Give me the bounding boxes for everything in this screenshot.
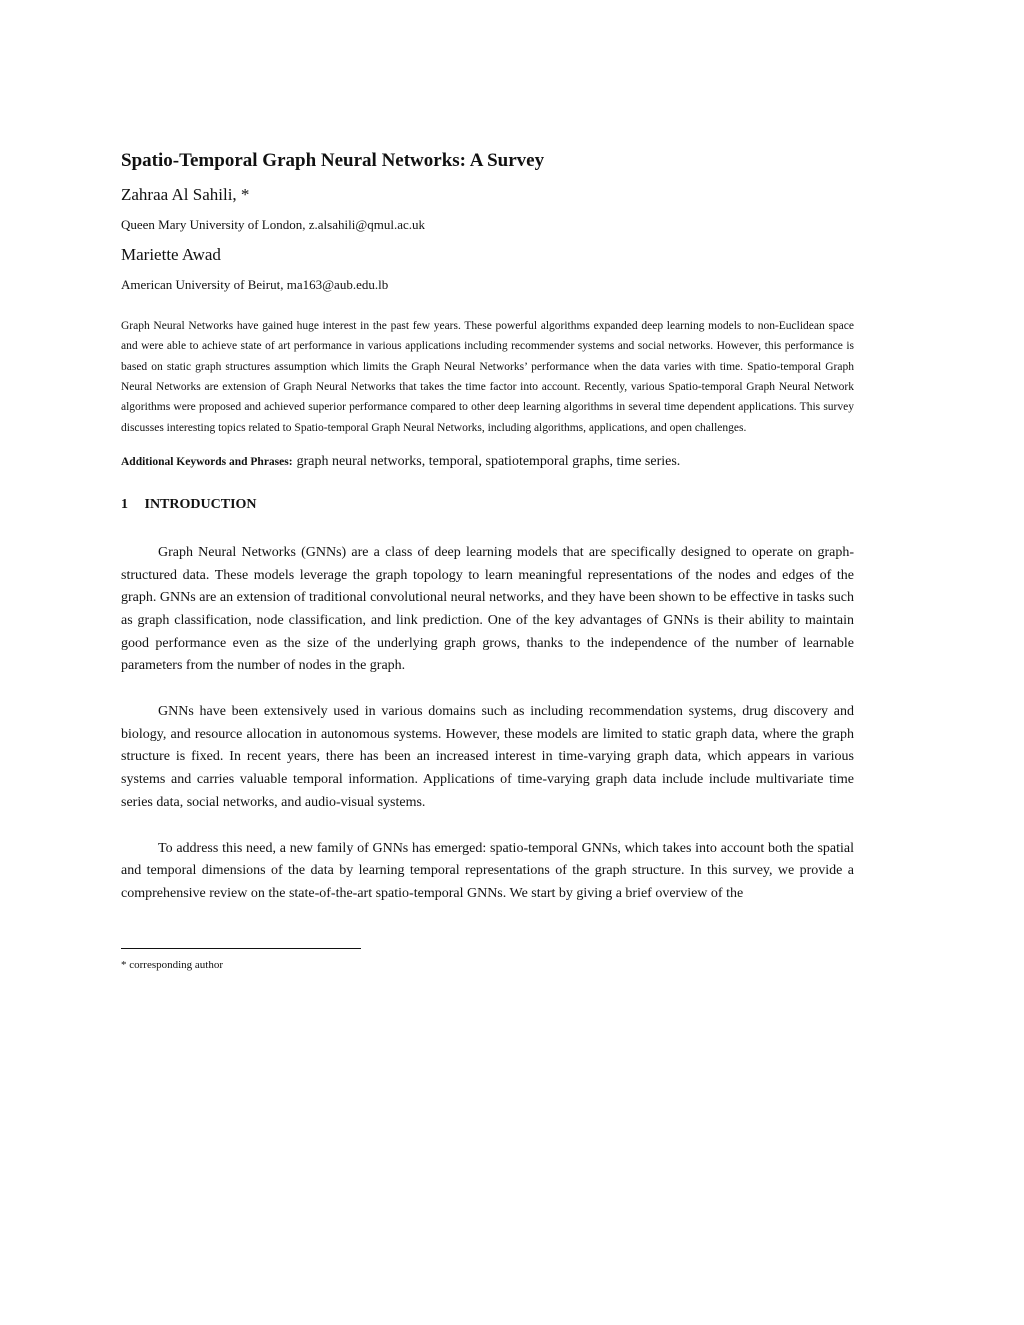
footnote-divider	[121, 948, 361, 949]
keywords-text: graph neural networks, temporal, spatiotemporal graphs, time series.	[296, 454, 681, 470]
paper-page	[121, 150, 854, 906]
author-affiliation-2: American University of Beirut, ma163@aub.edu.lb	[121, 277, 389, 293]
author-name-2: Mariette Awad	[121, 244, 221, 264]
keywords	[121, 451, 854, 472]
author-name-1: Zahraa Al Sahili, *	[121, 184, 250, 204]
intro-paragraph-2: GNNs have been extensively used in various domains such as including recommendation systems, drug discovery and biology, and resource allocation in autonomous systems. However, these models are limited to static graph data, where the graph structure is fixed. In recent years, there has been an increased interest in time-varying graph data, which appears in various systems and carries valuable temporal information. Applications of time-varying graph data include include multivariate time series data, social networks, and audio-visual systems.	[121, 704, 854, 810]
intro-paragraph-1: Graph Neural Networks (GNNs) are a class of deep learning models that are specifically designed to operate on graph-structured data. These models leverage the graph topology to learn meaningful representations of the nodes and edges of the graph. GNNs are an extension of traditional convolutional neural networks, and they have been shown to be effective in tasks such as graph classification, node classification, and link prediction. One of the key advantages of GNNs is their ability to maintain good performance even as the size of the underlying graph grows, thanks to the independence of the number of learnable parameters from the number of nodes in the graph.	[121, 544, 854, 674]
abstract: Graph Neural Networks have gained huge interest in the past few years. These powerful algorithms expanded deep learning models to non-Euclidean space and were able to achieve state of art performance in various applications including recommender systems and social networks. However, this performance is based on static graph structures assumption which limits the Graph Neural Networks’ performance when the data varies with time. Spatio-temporal Graph Neural Networks are extension of Graph Neural Networks that takes the time factor into account. Recently, various Spatio-temporal Graph Neural Network algorithms were proposed and achieved superior performance compared to other deep learning algorithms in several time dependent applications. This survey discusses interesting topics related to Spatio-temporal Graph Neural Networks, including algorithms, applications, and open challenges.	[121, 319, 854, 434]
keywords-label: Additional Keywords and Phrases:	[121, 456, 293, 469]
footnote: * corresponding author	[121, 959, 224, 971]
author-affiliation-1: Queen Mary University of London, z.alsahili@qmul.ac.uk	[121, 217, 426, 233]
intro-paragraph-3: To address this need, a new family of GNNs has emerged: spatio-temporal GNNs, which takes into account both the spatial and temporal dimensions of the data by learning temporal representations of the graph structure. In this survey, we provide a comprehensive review on the state-of-the-art spatio-temporal GNNs. We start by giving a brief overview of the	[121, 840, 854, 901]
paper-title: Spatio-Temporal Graph Neural Networks: A Survey	[121, 150, 545, 171]
section-number: 1	[121, 497, 128, 512]
section-title: INTRODUCTION	[144, 497, 257, 512]
section-heading-introduction	[121, 497, 854, 514]
